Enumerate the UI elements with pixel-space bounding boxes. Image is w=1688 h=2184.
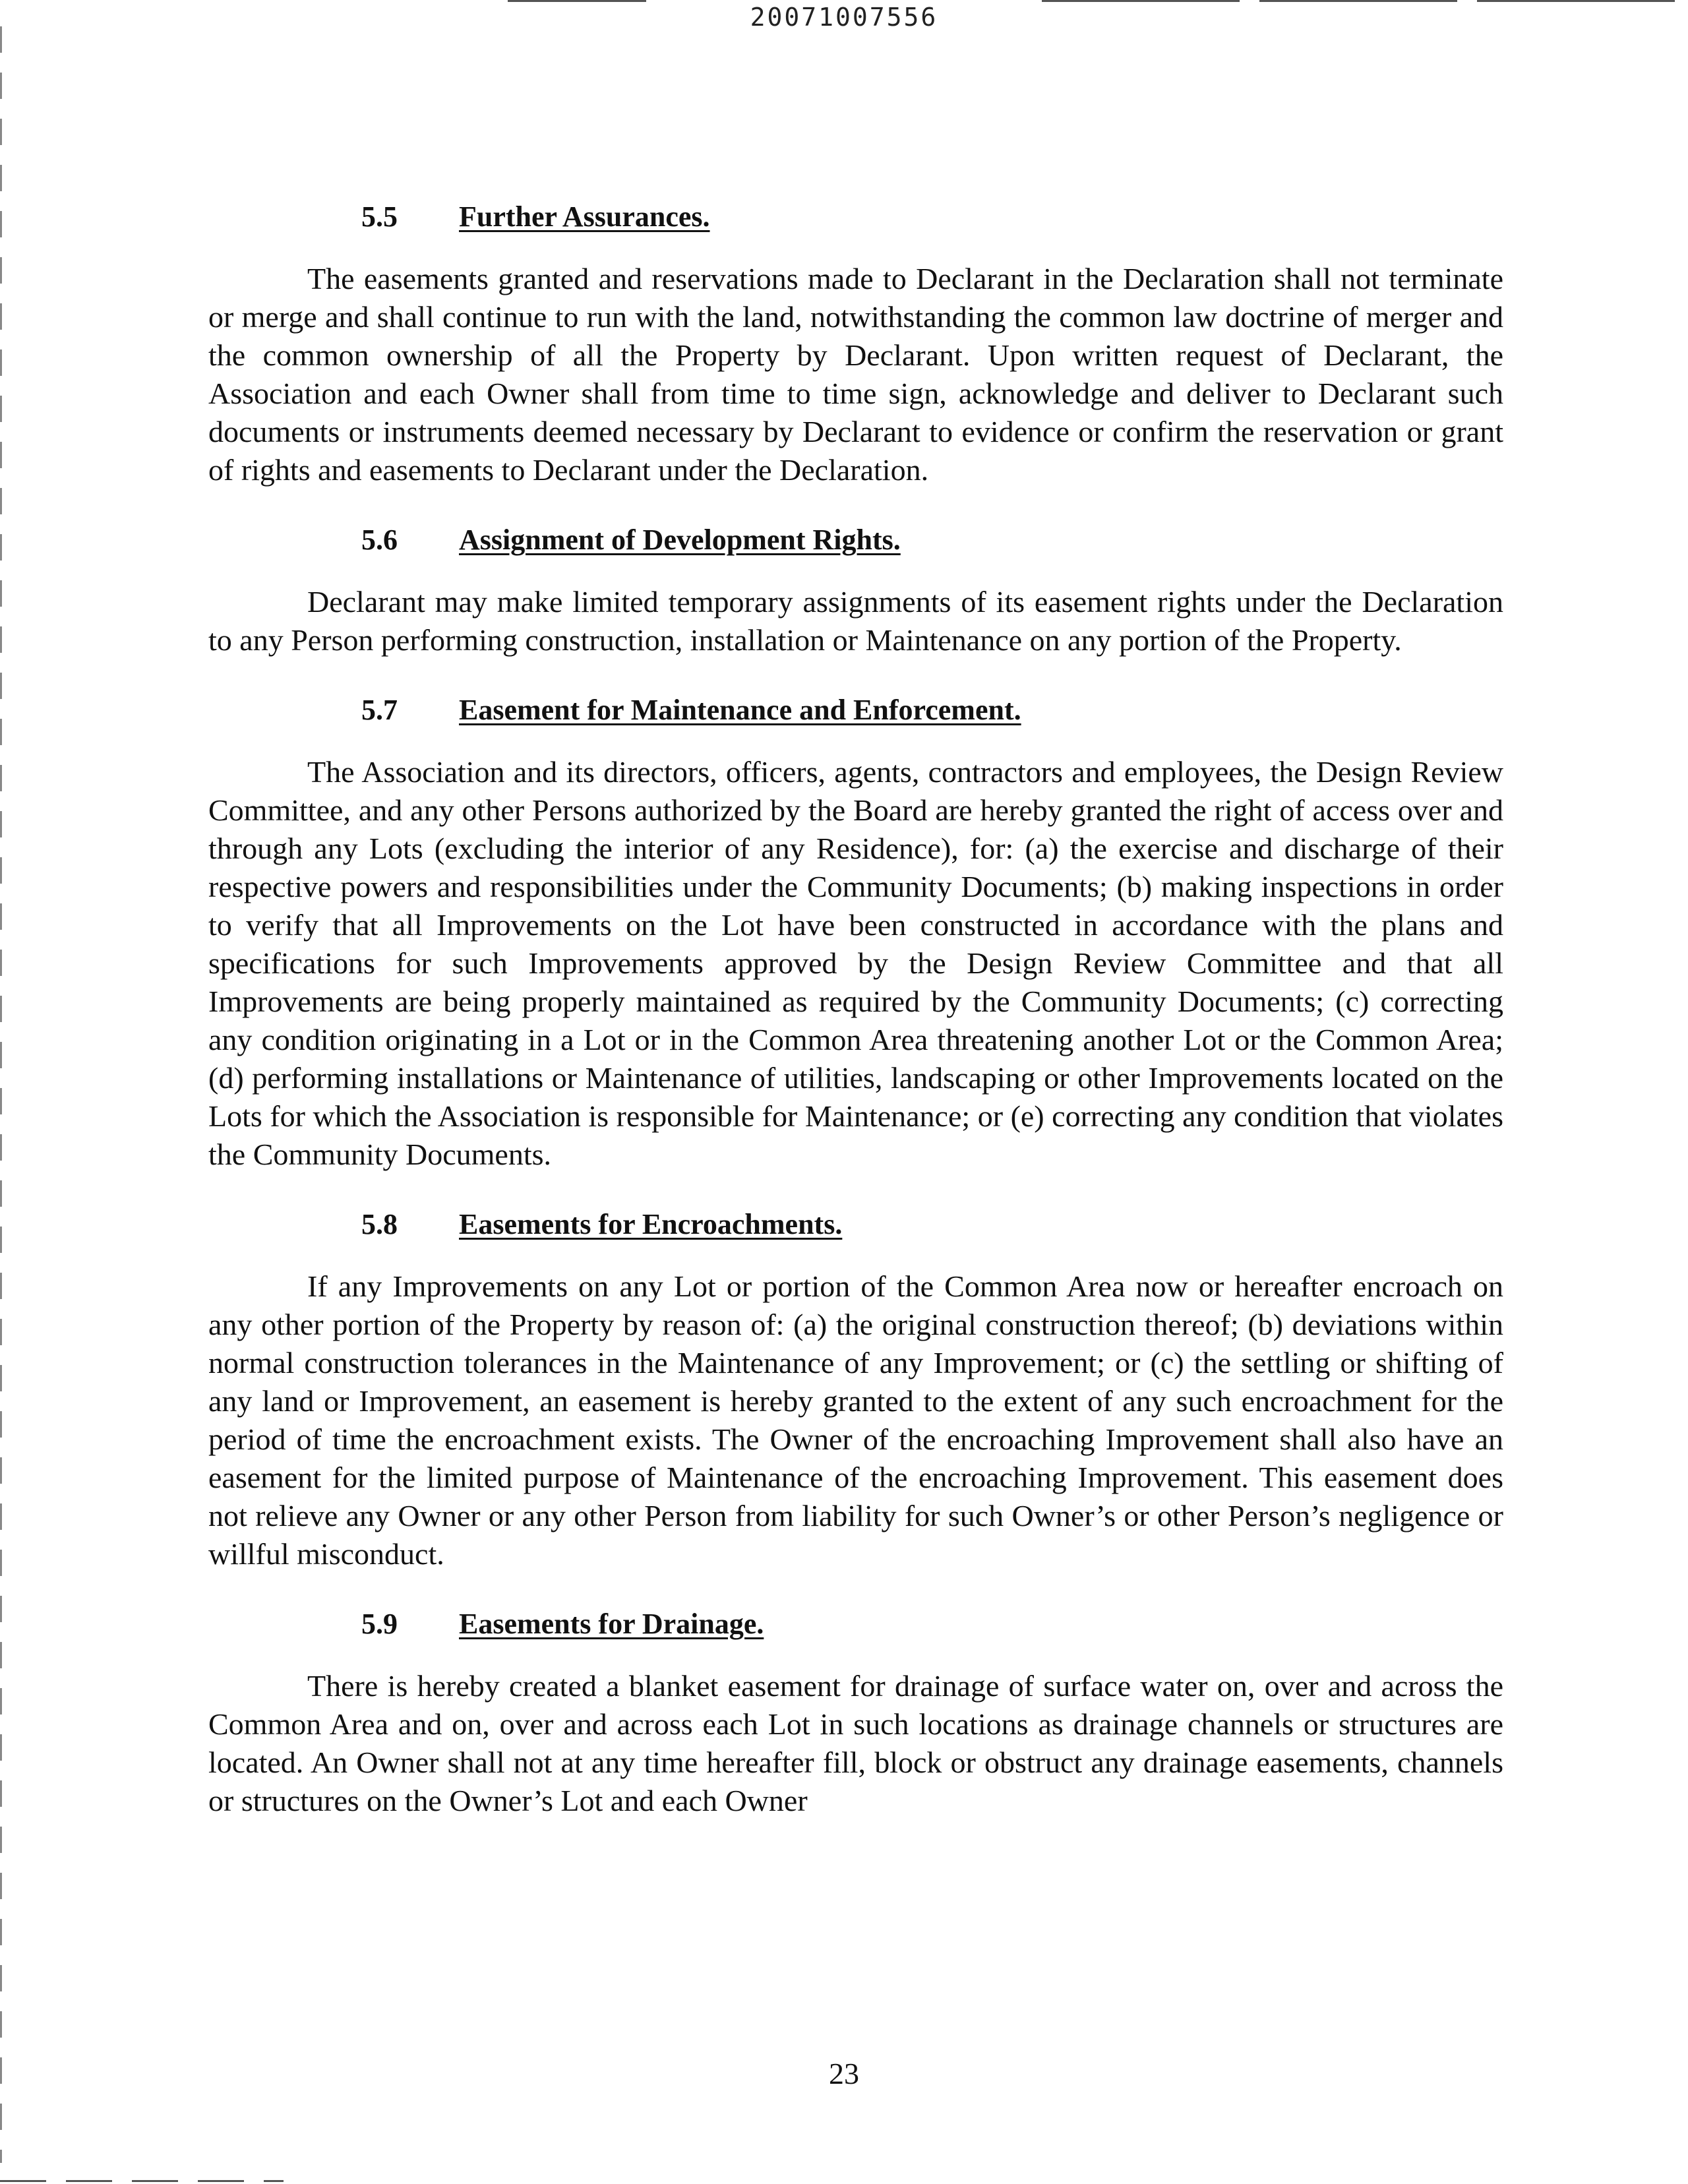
section-heading xyxy=(208,691,1503,729)
section-title: Easements for Encroachments. xyxy=(459,1208,843,1240)
section-5-7 xyxy=(208,691,1503,1174)
document-number: 20071007556 xyxy=(750,3,938,32)
scan-artifact-bottom xyxy=(0,2180,284,2182)
section-5-6 xyxy=(208,521,1503,659)
page-number: 23 xyxy=(829,2057,859,2090)
section-title: Easements for Drainage. xyxy=(459,1608,764,1640)
section-5-5 xyxy=(208,198,1503,489)
section-number: 5.6 xyxy=(361,524,398,556)
section-body: There is hereby created a blanket easement for drainage of surface water on, over and across the Common Area and on, over and across each Lot in such locations as drainage channels or structures are located. An Owner shall not at any time hereafter fill, block or obstruct any drainage easements, channels or structures on the Owner’s Lot and each Owner xyxy=(208,1669,1503,1817)
section-5-8 xyxy=(208,1205,1503,1573)
section-heading xyxy=(208,1205,1503,1244)
scan-artifact-top-right xyxy=(1042,0,1688,2)
section-body: Declarant may make limited temporary assignments of its easement rights under the Declaration to any Person performing construction, installation or Maintenance on any portion of the Property. xyxy=(208,585,1503,657)
section-heading xyxy=(208,1605,1503,1643)
section-number: 5.8 xyxy=(361,1208,398,1240)
section-heading xyxy=(208,198,1503,236)
section-title: Further Assurances. xyxy=(459,200,710,233)
scan-artifact-left-edge xyxy=(0,26,2,2163)
section-body: If any Improvements on any Lot or portion of the Common Area now or hereafter encroach on any other portion of the Property by reason of: (a) the original construction thereof; (b) deviations within normal construction tolerances in the Maintenance of any Improvement; or (c) the settling or shifting of any land or Improvement, an easement is hereby granted to the extent of any such encroachment for the period of time the encroachment exists. The Owner of the encroaching Improvement shall also have an easement for the limited purpose of Maintenance of the encroaching Improvement. This easement does not relieve any Owner or any other Person from liability for such Owner’s or other Person’s negligence or willful misconduct. xyxy=(208,1269,1503,1571)
section-body: The easements granted and reservations made to Declarant in the Declaration shall not terminate or merge and shall continue to run with the land, notwithstanding the common law doctrine of merger and the common ownership of all the Property by Declarant. Upon written request of Declarant, the Association and each Owner shall from time to time sign, acknowledge and deliver to Declarant such documents or instruments deemed necessary by Declarant to evidence or confirm the reservation or grant of rights and easements to Declarant under the Declaration. xyxy=(208,262,1503,487)
section-number: 5.7 xyxy=(361,694,398,726)
section-title: Assignment of Development Rights. xyxy=(459,524,901,556)
section-heading xyxy=(208,521,1503,559)
section-number: 5.5 xyxy=(361,200,398,233)
section-body: The Association and its directors, officers, agents, contractors and employees, the Design Review Committee, and any other Persons authorized by the Board are hereby granted the right of access over and through any Lots (excluding the interior of any Residence), for: (a) the exercise and discharge of their respective powers and responsibilities under the Community Documents; (b) making inspections in order to verify that all Improvements on the Lot have been constructed in accordance with the plans and specifications for such Improvements approved by the Design Review Committee and that all Improvements are being properly maintained as required by the Community Documents; (c) correcting any condition originating in a Lot or in the Common Area threatening another Lot or the Common Area; (d) performing installations or Maintenance of utilities, landscaping or other Improvements located on the Lots for which the Association is responsible for Maintenance; or (e) correcting any condition that violates the Community Documents. xyxy=(208,755,1503,1171)
section-title: Easement for Maintenance and Enforcement. xyxy=(459,694,1021,726)
section-number: 5.9 xyxy=(361,1608,398,1640)
section-5-9 xyxy=(208,1605,1503,1820)
scan-artifact-top-left xyxy=(508,0,646,2)
document-body xyxy=(208,198,1503,1852)
